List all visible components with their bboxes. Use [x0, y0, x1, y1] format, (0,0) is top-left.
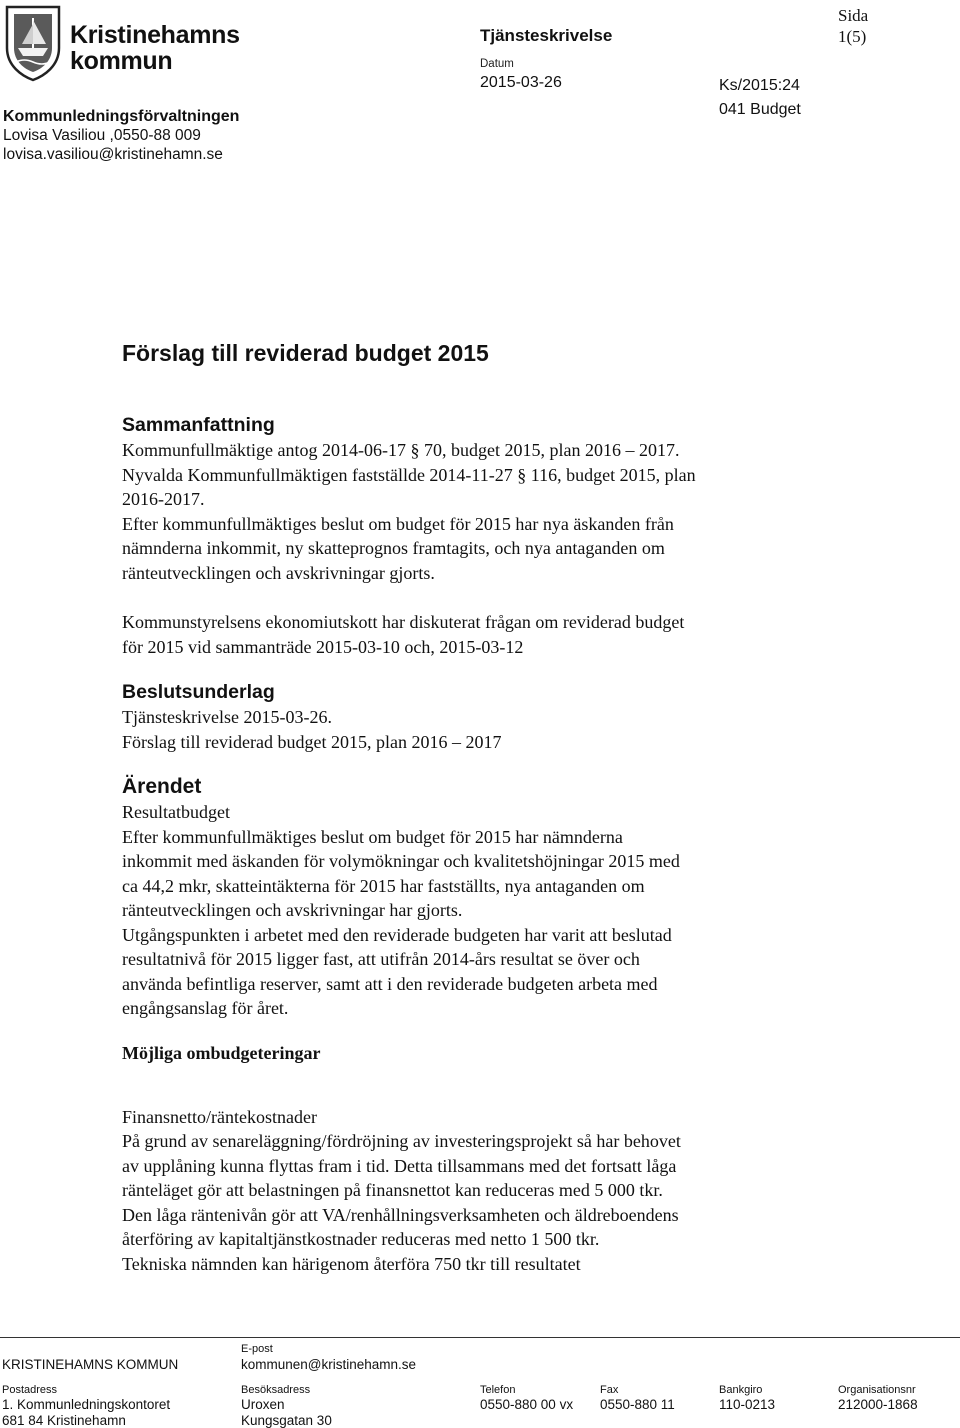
text-line: 2016-2017. [122, 489, 205, 509]
municipality-logo [4, 4, 244, 82]
matter-section [122, 800, 802, 1021]
text-line: Utgångspunkten i arbetet med den reviderade budgeten har varit att beslutad [122, 924, 672, 945]
text-line: Nyvalda Kommunfullmäktigen fastställde 2014-11-27 § 116, budget 2015, plan [122, 464, 696, 485]
matter-heading: Ärendet [122, 775, 202, 798]
summary-section [122, 438, 802, 585]
reference-block [719, 74, 801, 122]
contact-email: lovisa.vasiliou@kristinehamn.se [3, 146, 223, 163]
text-line: resultatnivå för 2015 ligger fast, att utifrån 2014-års resultat se över och [122, 949, 640, 969]
document-body [122, 338, 802, 1276]
postal-label: Postadress [2, 1384, 58, 1396]
summary-heading: Sammanfattning [122, 414, 275, 436]
text-line: använda befintliga reserver, samt att i den reviderade budgeten arbeta med [122, 973, 658, 994]
logo-wordmark [70, 22, 240, 74]
text-line: ca 44,2 mkr, skatteintäkterna för 2015 har fastställts, nya antaganden om [122, 875, 645, 896]
text-line: engångsanslag för året. [122, 998, 289, 1018]
text-line: Tjänsteskrivelse 2015-03-26. [122, 707, 332, 727]
committee-section [122, 610, 802, 659]
rebudget-section [122, 1105, 802, 1277]
case-category: 041 Budget [719, 101, 801, 118]
rebudget-heading: Möjliga ombudgeteringar [122, 1042, 321, 1063]
fax-number: 0550-880 11 [600, 1397, 675, 1412]
contact-person: Lovisa Vasiliou ,0550-88 009 [3, 127, 201, 144]
orgnr-number: 212000-1868 [838, 1397, 918, 1412]
visit-line-2: Kungsgatan 30 [241, 1413, 332, 1428]
text-line: inkommit med äskanden för volymökningar och kvalitetshöjningar 2015 med [122, 851, 680, 871]
text-line: för 2015 vid sammanträde 2015-03-10 och, 2015-03-12 [122, 636, 524, 657]
basis-heading: Beslutsunderlag [122, 681, 275, 703]
document-title: Förslag till reviderad budget 2015 [122, 340, 489, 366]
footer-divider [0, 1337, 960, 1338]
visit-line-1: Uroxen [241, 1397, 285, 1412]
bankgiro-label: Bankgiro [719, 1384, 763, 1396]
basis-section [122, 705, 802, 754]
footer-email-label: E-post [241, 1343, 273, 1355]
case-number: Ks/2015:24 [719, 77, 800, 94]
visit-label: Besöksadress [241, 1384, 311, 1396]
fax-label: Fax [600, 1384, 619, 1396]
orgnr-label: Organisationsnr [838, 1384, 916, 1396]
text-line: Efter kommunfullmäktiges beslut om budget för 2015 har nämnderna [122, 826, 623, 847]
document-date: 2015-03-26 [480, 74, 562, 91]
sender-block [3, 107, 239, 164]
text-line: På grund av senareläggning/fördröjning av investeringsprojekt så har behovet [122, 1131, 681, 1151]
postal-line-1: 1. Kommunledningskontoret [2, 1397, 171, 1412]
text-line: återföring av kapitaltjänstkostnader reduceras med netto 1 500 tkr. [122, 1229, 600, 1249]
text-line: ränteutvecklingen och avskrivningar har gjorts. [122, 900, 463, 920]
date-label: Datum [480, 58, 514, 70]
phone-label: Telefon [480, 1384, 516, 1396]
page-number: 1(5) [838, 27, 867, 46]
text-line: Kommunfullmäktige antog 2014-06-17 § 70, budget 2015, plan 2016 – 2017. [122, 440, 680, 460]
text-line: ränteläget gör att belastningen på finansnettot kan reduceras med 5 000 tkr. [122, 1180, 663, 1200]
text-line: nämnderna inkommit, ny skatteprognos framtagits, och nya antaganden om [122, 538, 665, 558]
coat-of-arms-icon [4, 4, 62, 82]
postal-line-2: 681 84 Kristinehamn [2, 1413, 126, 1428]
footer-email: kommunen@kristinehamn.se [241, 1357, 417, 1372]
phone-number: 0550-880 00 vx [480, 1397, 574, 1412]
document-type: Tjänsteskrivelse [480, 26, 613, 45]
department-name: Kommunledningsförvaltningen [3, 108, 240, 125]
text-line: Efter kommunfullmäktiges beslut om budget för 2015 har nya äskanden från [122, 513, 674, 534]
text-line: Den låga räntenivån gör att VA/renhållningsverksamheten och äldreboendens [122, 1204, 679, 1225]
logo-line-1: Kristinehamns [70, 21, 240, 49]
page-label: Sida [838, 6, 869, 25]
text-line: Finansnetto/räntekostnader [122, 1106, 317, 1127]
text-line: Resultatbudget [122, 802, 230, 822]
bankgiro-number: 110-0213 [719, 1397, 776, 1412]
text-line: Förslag till reviderad budget 2015, plan 2016 – 2017 [122, 731, 502, 752]
logo-line-2: kommun [70, 47, 173, 75]
text-line: av upplåning kunna flyttas fram i tid. Detta tillsammans med det fortsatt låga [122, 1155, 677, 1176]
footer-org-name: KRISTINEHAMNS KOMMUN [2, 1357, 179, 1372]
text-line: Tekniska nämnden kan härigenom återföra 750 tkr till resultatet [122, 1253, 581, 1274]
text-line: ränteutvecklingen och avskrivningar gjorts. [122, 562, 435, 583]
text-line: Kommunstyrelsens ekonomiutskott har diskuterat frågan om reviderad budget [122, 612, 685, 632]
